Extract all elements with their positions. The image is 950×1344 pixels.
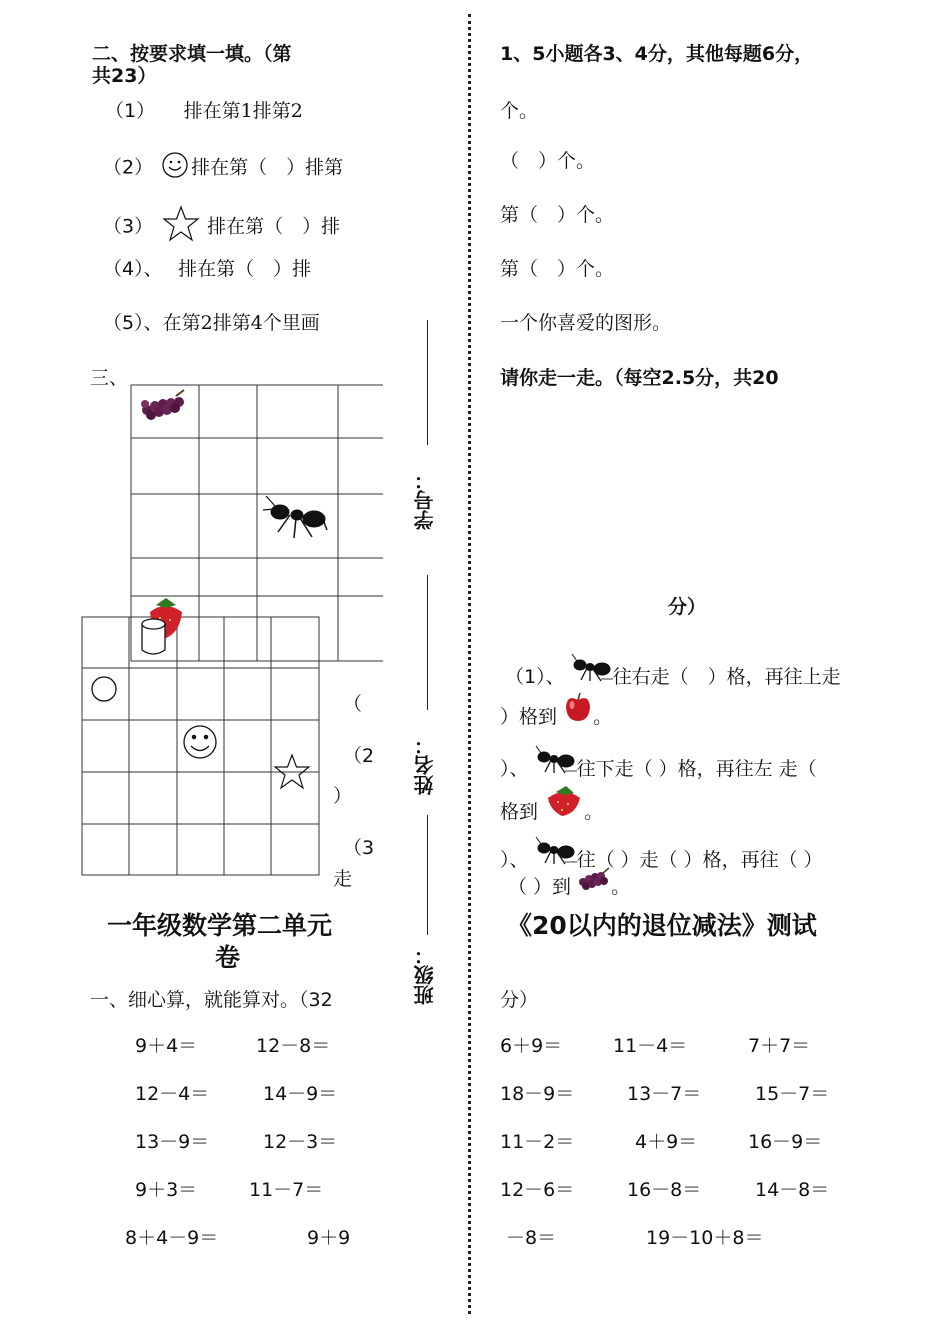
section2-title-line1: 二、按要求填一填。（第 xyxy=(92,43,292,65)
side-paren-3: （3 xyxy=(343,837,375,859)
score-unit: 分） xyxy=(500,989,539,1011)
side-walk: 走 xyxy=(333,868,353,890)
calc-item: 4＋9＝ xyxy=(635,1131,698,1153)
section4-title: 请你走一走。（每空2.5分，共20 xyxy=(500,367,779,389)
shapes-grid xyxy=(82,617,319,875)
walk-question-2b: 格到 。 xyxy=(500,784,603,824)
question-5: （5）、在第2排第4个里画 xyxy=(103,312,320,334)
question-1: （1） 排在第1排第2 xyxy=(105,100,303,122)
section4-title-end: 分） xyxy=(668,596,707,618)
walk-question-2: ）、 往下走（ ）格，再往左 走（ xyxy=(500,745,817,781)
calc-item: 9＋4＝ xyxy=(135,1035,198,1057)
calc-item: 6＋9＝ xyxy=(500,1035,563,1057)
walk-question-3b: （ ）到 。 xyxy=(508,867,630,899)
right-line-2: 个。 xyxy=(500,100,539,122)
student-id-label: 学号： xyxy=(412,470,437,530)
calc-item: 15－7＝ xyxy=(755,1083,830,1105)
grapes-icon xyxy=(577,867,611,899)
question-2: （2） 排在第（ ）排第 xyxy=(103,151,343,185)
exam-title-right: 《20以内的退位减法》测试 xyxy=(507,911,817,940)
question-3: （3） 排在第（ ）排 xyxy=(103,205,340,249)
calc-item: 13－7＝ xyxy=(627,1083,702,1105)
calc-item: 11－7＝ xyxy=(249,1179,324,1201)
calc-item: 13－9＝ xyxy=(135,1131,210,1153)
calc-item: 12－8＝ xyxy=(256,1035,331,1057)
walk-question-1: （1）、 往右走（ ）格，再往上走 xyxy=(505,653,841,689)
ant-icon xyxy=(263,496,327,538)
ant-icon xyxy=(535,745,577,781)
calc-item: 8＋4－9＝ xyxy=(125,1227,219,1249)
right-line-6: 一个你喜爱的图形。 xyxy=(500,312,672,334)
class-label: 班级： xyxy=(412,945,437,1005)
exam-title-left-line1: 一年级数学第二单元 xyxy=(107,911,333,940)
section2-title-line2: 共23） xyxy=(92,65,157,87)
calc-item: 14－9＝ xyxy=(263,1083,338,1105)
section3-label: 三、 xyxy=(90,367,129,389)
calc-item: 7＋7＝ xyxy=(748,1035,811,1057)
apple-icon xyxy=(563,691,593,729)
side-paren-1: （ xyxy=(343,693,363,715)
calc-item: 14－8＝ xyxy=(755,1179,830,1201)
right-line-5: 第（ ）个。 xyxy=(500,258,615,280)
strawberry-icon xyxy=(544,784,584,824)
calc-item: 16－8＝ xyxy=(627,1179,702,1201)
grapes-icon xyxy=(141,390,184,420)
walk-question-3: ）、 往（ ）走（ ）格，再往（ ） xyxy=(500,836,823,872)
calc-item: 12－6＝ xyxy=(500,1179,575,1201)
calc-item: 19－10＋8＝ xyxy=(646,1227,764,1249)
right-line-4: 第（ ）个。 xyxy=(500,204,615,226)
exam-title-left-line2: 卷 xyxy=(215,943,241,972)
calc-item: －8＝ xyxy=(506,1227,557,1249)
name-label: 姓名： xyxy=(412,735,437,795)
calc-item: 11－2＝ xyxy=(500,1131,575,1153)
ant-icon xyxy=(571,653,613,689)
cylinder-icon xyxy=(142,619,165,654)
circle-shape-icon xyxy=(92,677,116,701)
section1-title: 一、细心算，就能算对。（32 xyxy=(90,989,333,1011)
walk-question-1b: ）格到 。 xyxy=(500,691,612,729)
calc-item: 12－3＝ xyxy=(263,1131,338,1153)
calc-item: 11－4＝ xyxy=(613,1035,688,1057)
side-paren-2b: ） xyxy=(333,785,353,807)
calc-item: 16－9＝ xyxy=(748,1131,823,1153)
side-paren-2: （2 xyxy=(343,745,375,767)
calc-item: 9＋9 xyxy=(307,1227,351,1249)
smiley-face-icon xyxy=(184,726,216,758)
right-line-1: 1、5小题各3、4分，其他每题6分， xyxy=(500,43,814,65)
calc-item: 9＋3＝ xyxy=(135,1179,198,1201)
calc-item: 18－9＝ xyxy=(500,1083,575,1105)
calc-item: 12－4＝ xyxy=(135,1083,210,1105)
right-line-3: （ ）个。 xyxy=(500,150,596,172)
question-4: （4）、 排在第（ ）排 xyxy=(103,258,312,280)
